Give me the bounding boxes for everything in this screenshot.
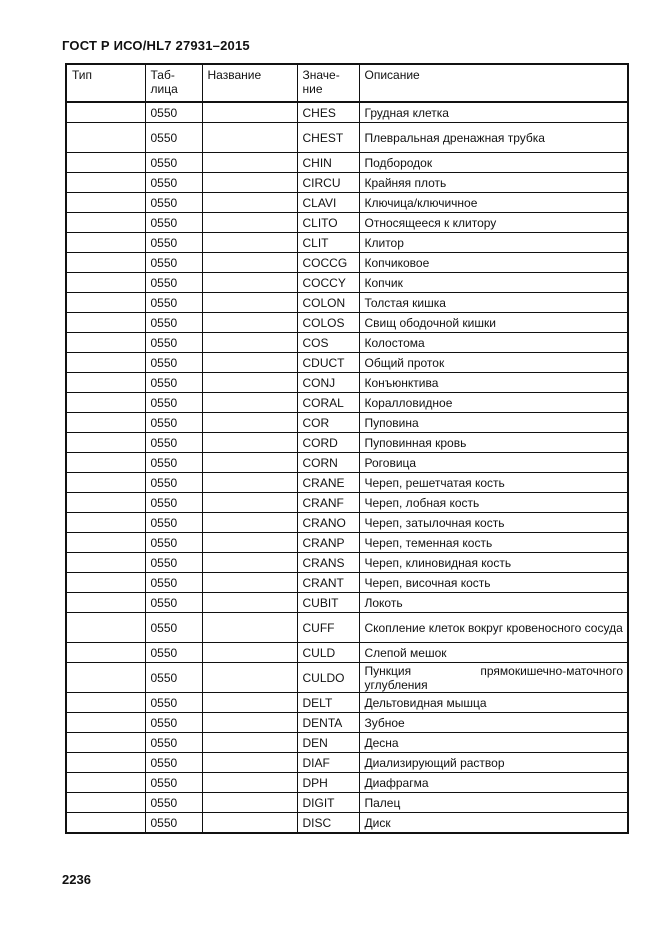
cell-type [66, 613, 145, 643]
cell-name [202, 553, 297, 573]
cell-name [202, 593, 297, 613]
cell-description: Десна [359, 733, 628, 753]
cell-description: Крайняя плоть [359, 173, 628, 193]
cell-name [202, 573, 297, 593]
table-row [66, 473, 628, 493]
cell-table: 0550 [145, 573, 202, 593]
cell-value: CUFF [297, 613, 359, 643]
header-description: Описание [359, 64, 628, 102]
cell-type [66, 123, 145, 153]
cell-type [66, 473, 145, 493]
cell-value: CUBIT [297, 593, 359, 613]
cell-table: 0550 [145, 813, 202, 834]
cell-description: Пуповинная кровь [359, 433, 628, 453]
cell-type [66, 373, 145, 393]
cell-value: CULDO [297, 663, 359, 693]
document-header: ГОСТ Р ИСО/HL7 27931–2015 [62, 38, 250, 53]
cell-description: Общий проток [359, 353, 628, 373]
table-row [66, 533, 628, 553]
cell-name [202, 102, 297, 123]
cell-description: Череп, затылочная кость [359, 513, 628, 533]
cell-name [202, 513, 297, 533]
cell-table: 0550 [145, 213, 202, 233]
cell-table: 0550 [145, 123, 202, 153]
cell-description: Череп, лобная кость [359, 493, 628, 513]
cell-name [202, 473, 297, 493]
cell-description: Дельтовидная мышца [359, 693, 628, 713]
cell-type [66, 293, 145, 313]
cell-value: CORAL [297, 393, 359, 413]
table-row [66, 102, 628, 123]
cell-description: Подбородок [359, 153, 628, 173]
table-row [66, 433, 628, 453]
cell-table: 0550 [145, 193, 202, 213]
cell-table: 0550 [145, 513, 202, 533]
cell-type [66, 533, 145, 553]
cell-table: 0550 [145, 293, 202, 313]
cell-name [202, 123, 297, 153]
table-row [66, 663, 628, 693]
cell-table: 0550 [145, 663, 202, 693]
cell-value: CHES [297, 102, 359, 123]
cell-value: CRANE [297, 473, 359, 493]
cell-description: Ключица/ключичное [359, 193, 628, 213]
cell-type [66, 693, 145, 713]
cell-value: CLITO [297, 213, 359, 233]
cell-value: COLOS [297, 313, 359, 333]
cell-table: 0550 [145, 733, 202, 753]
table-row [66, 453, 628, 473]
cell-type [66, 453, 145, 473]
cell-description: Копчиковое [359, 253, 628, 273]
table-row [66, 493, 628, 513]
table-row [66, 353, 628, 373]
cell-table: 0550 [145, 693, 202, 713]
cell-type [66, 663, 145, 693]
cell-description: Палец [359, 793, 628, 813]
table-row [66, 393, 628, 413]
cell-type [66, 793, 145, 813]
cell-table: 0550 [145, 153, 202, 173]
cell-name [202, 233, 297, 253]
cell-type [66, 102, 145, 123]
cell-name [202, 493, 297, 513]
table-row [66, 213, 628, 233]
cell-value: COCCG [297, 253, 359, 273]
cell-value: DIGIT [297, 793, 359, 813]
header-value-line2: ние [302, 82, 323, 96]
cell-value: COLON [297, 293, 359, 313]
cell-value: DEN [297, 733, 359, 753]
cell-name [202, 643, 297, 663]
cell-description: Копчик [359, 273, 628, 293]
cell-table: 0550 [145, 613, 202, 643]
cell-table: 0550 [145, 793, 202, 813]
table-row [66, 753, 628, 773]
cell-description: Диск [359, 813, 628, 834]
table-header [66, 64, 628, 102]
cell-table: 0550 [145, 593, 202, 613]
cell-table: 0550 [145, 253, 202, 273]
table-row [66, 643, 628, 663]
cell-description: Конъюнктива [359, 373, 628, 393]
table-row [66, 373, 628, 393]
cell-name [202, 353, 297, 373]
table-row [66, 153, 628, 173]
table-row [66, 253, 628, 273]
cell-type [66, 273, 145, 293]
cell-name [202, 713, 297, 733]
cell-name [202, 693, 297, 713]
cell-table: 0550 [145, 233, 202, 253]
cell-type [66, 493, 145, 513]
cell-description: Пуповина [359, 413, 628, 433]
cell-table: 0550 [145, 313, 202, 333]
cell-value: CLAVI [297, 193, 359, 213]
table-row [66, 813, 628, 834]
table-row [66, 733, 628, 753]
table-row [66, 573, 628, 593]
cell-type [66, 353, 145, 373]
cell-name [202, 793, 297, 813]
cell-type [66, 773, 145, 793]
table-row [66, 513, 628, 533]
cell-name [202, 293, 297, 313]
cell-table: 0550 [145, 533, 202, 553]
cell-table: 0550 [145, 493, 202, 513]
cell-type [66, 213, 145, 233]
header-table-line2: лица [150, 82, 178, 96]
cell-table: 0550 [145, 102, 202, 123]
header-type: Тип [66, 64, 145, 102]
cell-name [202, 333, 297, 353]
cell-name [202, 373, 297, 393]
cell-value: COR [297, 413, 359, 433]
cell-table: 0550 [145, 453, 202, 473]
table-row [66, 613, 628, 643]
cell-description: Диафрагма [359, 773, 628, 793]
cell-type [66, 593, 145, 613]
cell-value: COS [297, 333, 359, 353]
cell-name [202, 753, 297, 773]
cell-type [66, 513, 145, 533]
table-row [66, 553, 628, 573]
header-name: Название [202, 64, 297, 102]
cell-value: CDUCT [297, 353, 359, 373]
cell-name [202, 213, 297, 233]
header-value [297, 64, 359, 102]
cell-type [66, 553, 145, 573]
cell-value: CRANF [297, 493, 359, 513]
codes-table [65, 63, 629, 834]
cell-value: CRANT [297, 573, 359, 593]
cell-description: Слепой мешок [359, 643, 628, 663]
cell-description: Локоть [359, 593, 628, 613]
cell-table: 0550 [145, 353, 202, 373]
cell-name [202, 533, 297, 553]
cell-name [202, 393, 297, 413]
cell-description: Клитор [359, 233, 628, 253]
cell-description: Череп, теменная кость [359, 533, 628, 553]
header-table [145, 64, 202, 102]
table-row [66, 333, 628, 353]
cell-name [202, 173, 297, 193]
table-row [66, 233, 628, 253]
cell-type [66, 193, 145, 213]
table-body [66, 102, 628, 833]
cell-name [202, 733, 297, 753]
page-number: 2236 [62, 872, 91, 887]
table-row [66, 123, 628, 153]
cell-value: CONJ [297, 373, 359, 393]
cell-description: Череп, решетчатая кость [359, 473, 628, 493]
cell-table: 0550 [145, 753, 202, 773]
cell-table: 0550 [145, 273, 202, 293]
cell-type [66, 333, 145, 353]
cell-value: CHIN [297, 153, 359, 173]
cell-table: 0550 [145, 643, 202, 663]
cell-description: Свищ ободочной кишки [359, 313, 628, 333]
cell-value: CRANO [297, 513, 359, 533]
table-row [66, 693, 628, 713]
cell-name [202, 813, 297, 834]
cell-name [202, 413, 297, 433]
cell-type [66, 733, 145, 753]
cell-value: DPH [297, 773, 359, 793]
table-row [66, 273, 628, 293]
cell-table: 0550 [145, 173, 202, 193]
cell-value: DENTA [297, 713, 359, 733]
header-table-line1: Таб- [150, 68, 175, 82]
cell-name [202, 433, 297, 453]
cell-name [202, 253, 297, 273]
cell-value: CORD [297, 433, 359, 453]
cell-table: 0550 [145, 373, 202, 393]
cell-name [202, 273, 297, 293]
cell-table: 0550 [145, 773, 202, 793]
cell-type [66, 573, 145, 593]
cell-table: 0550 [145, 473, 202, 493]
cell-value: CRANP [297, 533, 359, 553]
cell-type [66, 153, 145, 173]
cell-name [202, 193, 297, 213]
cell-type [66, 233, 145, 253]
cell-name [202, 153, 297, 173]
cell-table: 0550 [145, 553, 202, 573]
table-row [66, 173, 628, 193]
cell-description: Диализирующий раствор [359, 753, 628, 773]
cell-name [202, 613, 297, 643]
cell-type [66, 433, 145, 453]
cell-value: CORN [297, 453, 359, 473]
cell-description: Грудная клетка [359, 102, 628, 123]
cell-name [202, 663, 297, 693]
cell-description: Зубное [359, 713, 628, 733]
cell-description: Пункция прямокишечно-маточного углубления [359, 663, 628, 693]
table-row [66, 793, 628, 813]
cell-name [202, 773, 297, 793]
cell-value: DISC [297, 813, 359, 834]
cell-value: DIAF [297, 753, 359, 773]
cell-table: 0550 [145, 333, 202, 353]
table-row [66, 313, 628, 333]
cell-table: 0550 [145, 413, 202, 433]
cell-value: CRANS [297, 553, 359, 573]
cell-type [66, 173, 145, 193]
cell-description: Плевральная дренажная трубка [359, 123, 628, 153]
cell-type [66, 253, 145, 273]
cell-type [66, 393, 145, 413]
cell-table: 0550 [145, 713, 202, 733]
cell-description: Череп, височная кость [359, 573, 628, 593]
cell-type [66, 713, 145, 733]
table-row [66, 413, 628, 433]
cell-name [202, 453, 297, 473]
cell-description: Скопление клеток вокруг кровеносного сосуда [359, 613, 628, 643]
cell-description: Череп, клиновидная кость [359, 553, 628, 573]
cell-type [66, 813, 145, 834]
cell-type [66, 313, 145, 333]
cell-type [66, 413, 145, 433]
cell-value: CIRCU [297, 173, 359, 193]
cell-value: CHEST [297, 123, 359, 153]
cell-table: 0550 [145, 433, 202, 453]
cell-description: Роговица [359, 453, 628, 473]
cell-description: Коралловидное [359, 393, 628, 413]
cell-type [66, 643, 145, 663]
table-row [66, 773, 628, 793]
cell-value: COCCY [297, 273, 359, 293]
cell-description: Относящееся к клитору [359, 213, 628, 233]
table-row [66, 593, 628, 613]
cell-type [66, 753, 145, 773]
cell-name [202, 313, 297, 333]
header-value-line1: Значе- [302, 68, 340, 82]
cell-value: DELT [297, 693, 359, 713]
cell-description: Толстая кишка [359, 293, 628, 313]
cell-description: Колостома [359, 333, 628, 353]
cell-table: 0550 [145, 393, 202, 413]
table-row [66, 193, 628, 213]
table-row [66, 713, 628, 733]
cell-value: CLIT [297, 233, 359, 253]
cell-value: CULD [297, 643, 359, 663]
table-row [66, 293, 628, 313]
